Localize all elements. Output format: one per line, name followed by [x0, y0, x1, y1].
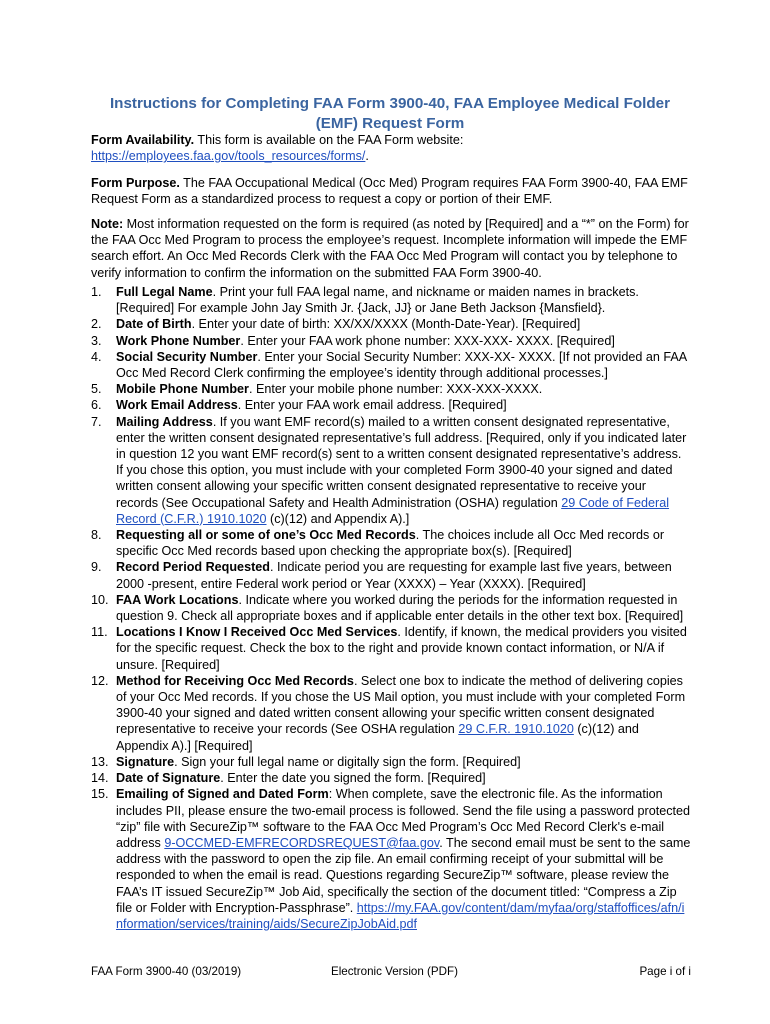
item-number: 11. [91, 625, 108, 640]
item-label: Mailing Address [116, 414, 213, 429]
item-text: . Print your full FAA legal name, and nickname or maiden names in brackets. [Required] For example John Jay Smith Jr. {Jack, JJ} or Jane Beth Jackson {Mansfield}. [116, 285, 639, 316]
item-label: Date of Birth [116, 317, 192, 332]
list-item [91, 381, 691, 397]
item-text: . The choices include all Occ Med records or specific Occ Med records based upon checking the appropriate box(s). [Required] [116, 528, 665, 559]
item-number: 5. [91, 382, 102, 397]
note-label: Note: [91, 217, 124, 231]
item-label: Date of Signature [116, 771, 221, 786]
item-label: Work Email Address [116, 398, 238, 413]
item-text: . Indicate where you worked during the periods for the information requested in question 9. Check all appropriate boxes and if applicable enter details in the other text box. [Required] [116, 592, 684, 624]
list-item [91, 754, 691, 770]
securezip-job-aid-link[interactable]: https://my.FAA.gov/content/dam/myfaa/org/staffoffices/afn/information/services/training/aids/SecureZipJobAid.pdf [116, 900, 685, 931]
item-text-after: (c)(12) and Appendix A).] [Required] [116, 722, 639, 753]
item-text: . Select one box to indicate the method of delivering copies of your Occ Med records. If you chose the US Mail option, you must include with your completed Form 3900-40 your signed and dated written consent allowing your specific written consent designated representative to receive your records (See OSHA regulation [116, 673, 686, 737]
item-label: Method for Receiving Occ Med Records [116, 673, 354, 688]
item-label: FAA Work Locations [116, 592, 239, 607]
list-item [91, 333, 691, 349]
list-item [91, 770, 691, 786]
footer-form-number: FAA Form 3900-40 (03/2019) [91, 965, 242, 978]
item-text: . Enter the date you signed the form. [Required] [220, 771, 486, 786]
item-text: : When complete, save the electronic file. As the information includes PII, please ensure the two-email process is followed. Send the file using a password protected “zip” file with SecureZip™ software to the FAA Occ Med Program’s Occ Med Record Clerk's e-mail address [116, 787, 691, 850]
item-label: Social Security Number [116, 349, 258, 364]
list-item [91, 349, 691, 381]
item-text: . Indicate period you are requesting for example last five years, between 2000 -present, entire Federal work period or Year (XXXX) – Year (XXXX). [Required] [116, 560, 672, 591]
item-text: . Enter your mobile phone number: XXX-XXX-XXXX. [248, 382, 543, 397]
list-item [91, 284, 691, 316]
item-text: . Enter your Social Security Number: XXX-XX- XXXX. [If not provided an FAA Occ Med Record Clerk confirming the employee’s identity through additional processes.] [116, 349, 687, 381]
item-number: 10. [91, 592, 109, 607]
item-label: Emailing of Signed and Dated Form [116, 787, 329, 802]
availability-label: Form Availability. [91, 133, 195, 147]
item-number: 1. [91, 285, 102, 299]
cfr-regulation-link[interactable]: 29 C.F.R. 1910.1020 [458, 722, 574, 737]
item-number: 4. [91, 349, 102, 364]
item-label: Locations I Know I Received Occ Med Services [116, 625, 398, 640]
item-number: 9. [91, 560, 102, 575]
item-text: . Enter your FAA work phone number: XXX-XXX- XXXX. [Required] [240, 333, 615, 348]
item-text: . Identify, if known, the medical providers you visited for the specific request. Check the box to the right and provide known contact information, or N/A if unsure. [Required] [116, 625, 687, 672]
item-number: 15. [91, 787, 109, 802]
item-text: . Enter your FAA work email address. [Required] [237, 398, 507, 413]
item-text: . If you want EMF record(s) mailed to a written consent designated representative, enter the written consent designated representative’s full address. [Required, only if you indicated later in question 12 you want EMF record(s) sent to a written consent designated representative’s address. If you chose this option, you must include with your completed Form 3900-40 your signed and dated written consent allowing your specific written consent designated representative to receive your records (See Occupational Safety and Health Administration (OSHA) regulation [116, 414, 687, 510]
item-number: 6. [91, 398, 102, 413]
list-item [91, 673, 691, 754]
note-text: Most information requested on the form is required (as noted by [Required] and a “*” on the Form) for the FAA Occ Med Program to process the employee’s request. Incomplete information will impede the EMF search effort. An Occ Med Records Clerk with the FAA Occ Med Program will contact you by telephone to verify information to confirm the information on the submitted FAA Form 3900-40. [91, 217, 689, 280]
availability-text: This form is available on the FAA Form website: [194, 133, 464, 147]
item-number: 14. [91, 771, 109, 786]
purpose-text: The FAA Occupational Medical (Occ Med) Program requires FAA Form 3900-40, FAA EMF Request Form as a standardized process to request a copy or portion of their EMF. [91, 176, 688, 207]
item-text-after: . The second email must be sent to the same address with the password to open the zip file. An email confirming receipt of your submittal will be responded to when the email is read. Questions regarding SecureZip™ software, please review the FAA’s IT issued SecureZip™ Job Aid, specifically the section of the document titled: “Compress a Zip file or Folder with Encryption-Passphrase”. [116, 835, 691, 915]
item-number: 8. [91, 528, 102, 543]
item-number: 3. [91, 333, 102, 348]
item-number: 13. [91, 754, 109, 769]
note-paragraph [91, 216, 691, 281]
item-text: . Sign your full legal name or digitally sign the form. [Required] [174, 754, 521, 769]
footer-page-number: Page i of i [639, 965, 691, 978]
item-label: Record Period Requested [116, 560, 270, 575]
item-label: Signature [116, 754, 175, 769]
list-item [91, 414, 691, 527]
list-item [91, 527, 691, 559]
item-label: Requesting all or some of one’s Occ Med Records [116, 528, 416, 543]
list-item [91, 559, 691, 591]
item-text-after: (c)(12) and Appendix A).] [266, 511, 410, 526]
item-label: Work Phone Number [116, 333, 241, 348]
purpose-paragraph [91, 175, 691, 207]
item-label: Full Legal Name [116, 285, 213, 299]
title-line-2: (EMF) Request Form [315, 115, 465, 132]
item-label: Mobile Phone Number [116, 382, 249, 397]
title-line-1: Instructions for Completing FAA Form 3900-40, FAA Employee Medical Folder [109, 95, 671, 112]
availability-suffix: . [365, 149, 369, 164]
footer-version: Electronic Version (PDF) [331, 965, 458, 978]
list-item [91, 397, 691, 413]
purpose-label: Form Purpose. [91, 176, 180, 190]
item-text: . Enter your date of birth: XX/XX/XXXX (Month-Date-Year). [Required] [191, 317, 581, 332]
forms-website-link[interactable]: https://employees.faa.gov/tools_resources/forms/ [91, 149, 366, 164]
list-item [91, 786, 691, 932]
page-footer [91, 964, 691, 980]
list-item [91, 592, 691, 624]
records-email-link[interactable]: 9-OCCMED-EMFRECORDSREQUEST@faa.gov [164, 835, 440, 850]
document-title [90, 94, 690, 134]
osha-regulation-link[interactable]: 29 Code of Federal Record (C.F.R.) 1910.1020 [116, 495, 670, 526]
item-number: 2. [91, 317, 102, 332]
list-item [91, 316, 691, 332]
availability-paragraph [91, 132, 691, 164]
item-number: 12. [91, 673, 109, 688]
item-number: 7. [91, 414, 102, 429]
instruction-list [91, 284, 691, 932]
list-item [91, 624, 691, 673]
